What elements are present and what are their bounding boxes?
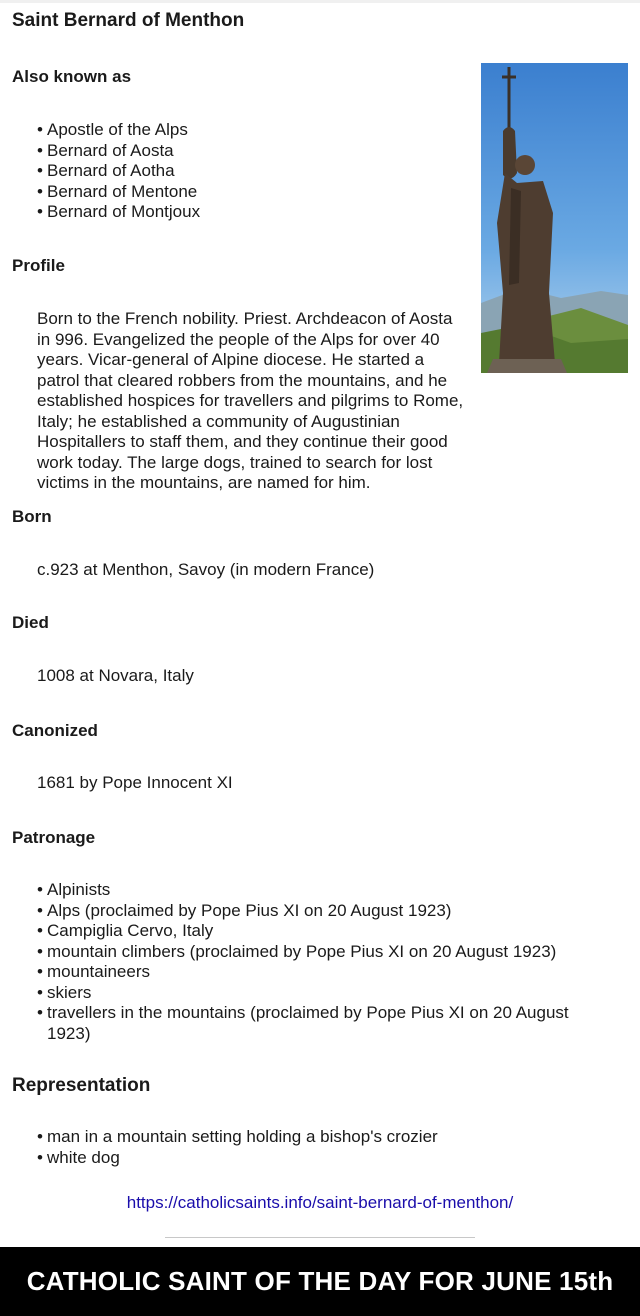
list-item: • skiers xyxy=(37,983,597,1004)
profile-body: Born to the French nobility. Priest. Archdeacon of Aosta in 996. Evangelized the people of the Alps for over 40 years. Vicar-general of Alpine diocese. He started a patrol that cleared robbers from the mountains, and he established hospices for travellers and pilgrims to Rome, Italy; he established a community of Augustinian Hospitallers to staff them, and they continue their good work today. The large dogs, trained to search for lost victims in the mountains, are named for him. xyxy=(37,309,464,492)
born-heading: Born xyxy=(12,507,52,526)
representation-list xyxy=(37,1127,438,1168)
patronage-heading: Patronage xyxy=(12,828,96,847)
list-item: • Alps (proclaimed by Pope Pius XI on 20 August 1923) xyxy=(37,901,597,922)
source-link[interactable]: https://catholicsaints.info/saint-bernard-of-menthon/ xyxy=(126,1193,514,1212)
list-item: • Campiglia Cervo, Italy xyxy=(37,921,597,942)
list-item: • mountain climbers (proclaimed by Pope Pius XI on 20 August 1923) xyxy=(37,942,597,963)
list-item: • man in a mountain setting holding a bishop's crozier xyxy=(37,1127,438,1148)
saint-of-day-banner: CATHOLIC SAINT OF THE DAY FOR JUNE 15th xyxy=(0,1247,640,1316)
died-text: 1008 at Novara, Italy xyxy=(37,666,194,685)
canonized-text: 1681 by Pope Innocent XI xyxy=(37,773,233,792)
page-title: Saint Bernard of Menthon xyxy=(12,10,245,31)
patronage-list xyxy=(37,880,597,1044)
aka-list xyxy=(37,120,200,223)
representation-heading: Representation xyxy=(12,1075,151,1096)
aka-heading: Also known as xyxy=(12,67,132,86)
divider xyxy=(165,1237,475,1238)
list-item: • white dog xyxy=(37,1148,438,1169)
list-item: • Apostle of the Alps xyxy=(37,120,200,141)
list-item: • Alpinists xyxy=(37,880,597,901)
list-item: • Bernard of Montjoux xyxy=(37,202,200,223)
profile-heading: Profile xyxy=(12,256,65,275)
born-text: c.923 at Menthon, Savoy (in modern France) xyxy=(37,560,375,579)
list-item: • Bernard of Aosta xyxy=(37,141,200,162)
top-border xyxy=(0,0,640,3)
list-item: • Bernard of Aotha xyxy=(37,161,200,182)
list-item: • mountaineers xyxy=(37,962,597,983)
list-item: • travellers in the mountains (proclaimed by Pope Pius XI on 20 August 1923) xyxy=(37,1003,597,1044)
saint-statue-image xyxy=(481,63,628,373)
canonized-heading: Canonized xyxy=(12,721,98,740)
list-item: • Bernard of Mentone xyxy=(37,182,200,203)
died-heading: Died xyxy=(12,613,49,632)
